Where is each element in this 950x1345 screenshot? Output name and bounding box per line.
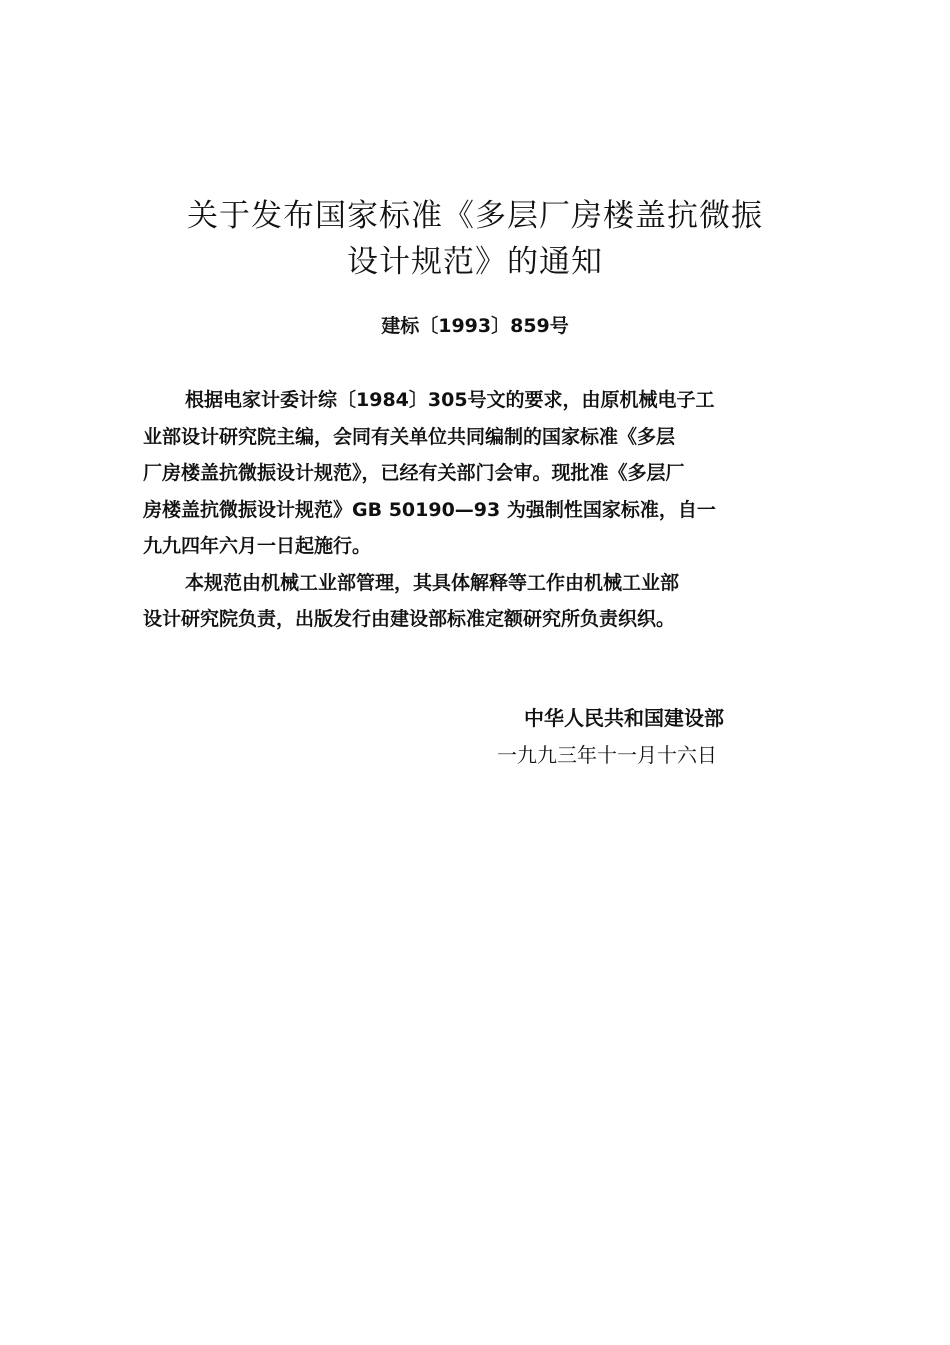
issue-date: 一九九三年十一月十六日: [497, 743, 717, 767]
paragraph-1-line-5: 九九四年六月一日起施行。: [143, 535, 372, 557]
paragraph-2-line-1: 本规范由机械工业部管理，其具体解释等工作由机械工业部: [185, 571, 680, 594]
paragraph-1-line-2: 业部设计研究院主编，会同有关单位共同编制的国家标准《多层: [143, 425, 676, 448]
issuing-authority: 中华人民共和国建设部: [524, 706, 724, 730]
paragraph-1-line-1: 根据电家计委计综〔1984〕305号文的要求，由原机械电子工: [185, 389, 715, 411]
notice-body: [143, 382, 813, 638]
document-number: 建标〔1993〕859号: [381, 315, 569, 337]
notice-title-line-1: 关于发布国家标准《多层厂房楼盖抗微振: [187, 198, 763, 234]
paragraph-1-line-4: 房楼盖抗微振设计规范》GB 50190—93 为强制性国家标准，自一: [143, 498, 716, 521]
paragraph-2-line-2: 设计研究院负责，出版发行由建设部标准定额研究所负责织织。: [143, 608, 676, 630]
notice-title-line-2: 设计规范》的通知: [347, 244, 603, 280]
paragraph-1-line-3: 厂房楼盖抗微振设计规范》，已经有关部门会审。现批准《多层厂: [143, 462, 685, 484]
